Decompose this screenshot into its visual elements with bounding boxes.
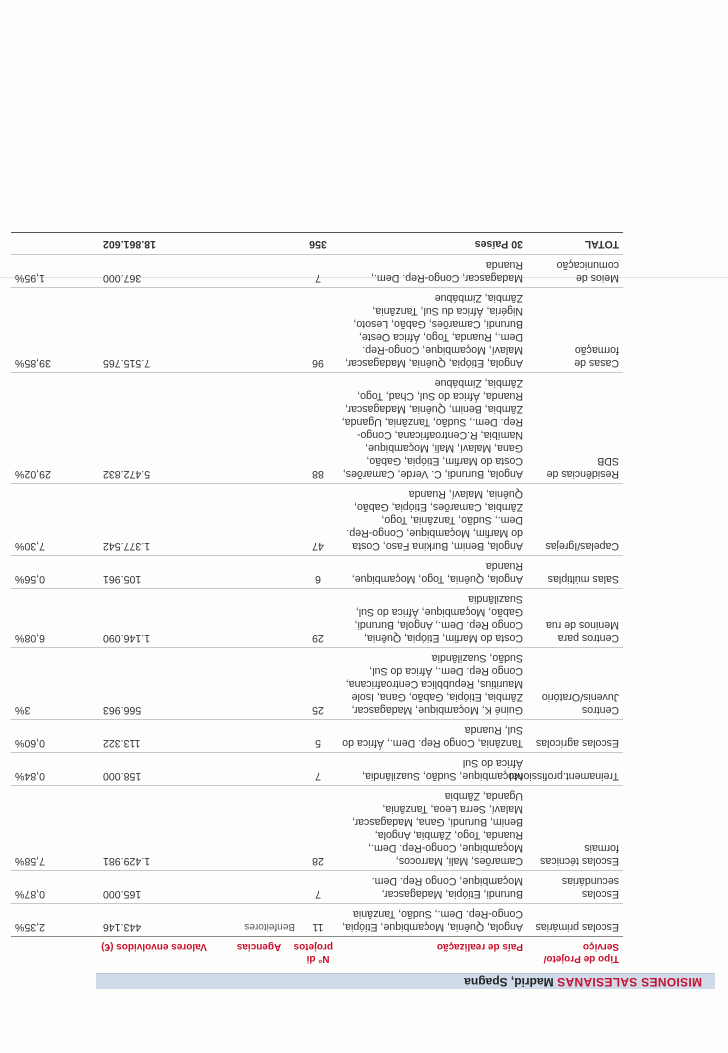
- value-cell: 105.961: [89, 556, 219, 589]
- agency-cell: [219, 484, 299, 556]
- total-countries: 30 Países: [337, 233, 527, 255]
- countries-cell: Moçambique, Sudão, Suazilândia, África do Sul: [337, 753, 527, 786]
- countries-cell: Angola, Quênia, Togo, Moçambique, Ruanda: [337, 556, 527, 589]
- countries-cell: Camarões, Mali, Marrocos, Moçambique, Congo-Rep. Dem., Ruanda, Togo, Zâmbia, Angola, Benim, Burundi, Gana, Madagascar, Malaví, Serra Leoa, Tanzânia, Uganda, Zâmbia: [337, 786, 527, 871]
- project-type-cell: Escolas secundárias: [527, 871, 623, 904]
- project-type-cell: Meios de comunicação: [527, 255, 623, 288]
- value-cell: 1.377.542: [89, 484, 219, 556]
- value-cell: 113.322: [89, 720, 219, 753]
- table-row: [11, 255, 623, 288]
- percentage-cell: 0,87%: [11, 871, 89, 904]
- project-count-cell: 7: [299, 753, 337, 786]
- table-row: [11, 786, 623, 871]
- table-row: [11, 373, 623, 484]
- table-row: [11, 556, 623, 589]
- project-count-cell: 47: [299, 484, 337, 556]
- percentage-cell: 7,58%: [11, 786, 89, 871]
- total-project-count: 356: [299, 233, 337, 255]
- project-count-cell: 7: [299, 255, 337, 288]
- agency-cell: [219, 786, 299, 871]
- project-type-cell: Capelas/Igrejas: [527, 484, 623, 556]
- project-type-cell: Casas de formação: [527, 288, 623, 373]
- countries-cell: Tanzânia, Congo Rep. Dem., África do Sul, Ruanda: [337, 720, 527, 753]
- value-cell: 443.146: [89, 904, 219, 937]
- value-cell: 1.429.981: [89, 786, 219, 871]
- agency-cell: Benfeitores: [219, 904, 299, 937]
- countries-cell: Costa do Marfim, Etiópia, Quênia, Congo Rep. Dem., Angola, Burundi, Gabão, Moçambique, África do Sul, Suazilândia: [337, 589, 527, 648]
- project-count-cell: 88: [299, 373, 337, 484]
- countries-cell: Guiné K, Moçambique, Madagascar, Zâmbia, Etiópia, Gabão, Gana, Isole Mauritius, Repubblica Centroafricana, Congo Rep. Dem., África do Sul, Sudão, Suazilândia: [337, 648, 527, 720]
- agency-cell: [219, 648, 299, 720]
- table-row: [11, 648, 623, 720]
- percentage-cell: 6,08%: [11, 589, 89, 648]
- agency-cell: [219, 753, 299, 786]
- project-type-cell: Residências de SDB: [527, 373, 623, 484]
- project-type-cell: Escolas primárias: [527, 904, 623, 937]
- value-cell: 5.472.832: [89, 373, 219, 484]
- countries-cell: Angola, Etiópia, Quênia, Madagascar, Malaví, Moçambique, Congo-Rep. Dem., Ruanda, Togo, África Oeste, Burundi, Camarões, Gabão, Lesoto, Nigéria, África du Sul, Tanzânia, Zâmbia, Zimbábue: [337, 288, 527, 373]
- table-row: [11, 753, 623, 786]
- project-type-cell: Escolas agrícolas: [527, 720, 623, 753]
- table-row: [11, 288, 623, 373]
- agency-cell: [219, 871, 299, 904]
- total-percentage-blank: [11, 233, 89, 255]
- total-value: 18.861.602: [89, 233, 219, 255]
- total-label: TOTAL: [527, 233, 623, 255]
- percentage-cell: 2,35%: [11, 904, 89, 937]
- project-type-cell: Centros Juvenis/Oratório: [527, 648, 623, 720]
- project-count-cell: 25: [299, 648, 337, 720]
- project-type-cell: Treinament.profissional: [527, 753, 623, 786]
- percentage-cell: 1,95%: [11, 255, 89, 288]
- project-count-cell: 6: [299, 556, 337, 589]
- percentage-cell: 7,30%: [11, 484, 89, 556]
- countries-cell: Burundi, Etiópia, Madagascar, Moçambique, Congo Rep. Dem.: [337, 871, 527, 904]
- table-row: [11, 720, 623, 753]
- project-count-cell: 29: [299, 589, 337, 648]
- table-header-row: [11, 937, 623, 968]
- project-type-cell: Centros para Meninos de rua: [527, 589, 623, 648]
- countries-cell: Angola, Burundi, C. Verde, Camarões, Costa do Marfim, Etiópia, Gabão, Gana, Malaví, Mali, Moçambique, Namíbia, R.Centroafricana, Congo-Rep. Dem., Sudão, Tanzânia, Uganda, Zâmbia, Benim, Quênia, Madagascar, Ruanda, África do Sul, Chad, Togo, Zâmbia, Zimbábue: [337, 373, 527, 484]
- value-cell: 367.000: [89, 255, 219, 288]
- agency-cell: [219, 255, 299, 288]
- countries-cell: Angola, Quênia, Moçambique, Etiópia, Congo-Rep. Dem., Sudão, Tanzânia: [337, 904, 527, 937]
- table-row: [11, 589, 623, 648]
- table-row: [11, 871, 623, 904]
- value-cell: 7.515.765: [89, 288, 219, 373]
- value-cell: 165.000: [89, 871, 219, 904]
- banner-location: Madrid, Spagna: [464, 975, 554, 989]
- value-cell: 158.000: [89, 753, 219, 786]
- header-project-count: N° di projetos: [299, 937, 337, 968]
- project-count-cell: 7: [299, 871, 337, 904]
- header-percentage: [11, 937, 89, 968]
- table-row: [11, 904, 623, 937]
- projects-table: [11, 232, 623, 967]
- project-count-cell: 96: [299, 288, 337, 373]
- percentage-cell: 29,02%: [11, 373, 89, 484]
- header-banner: [96, 973, 715, 989]
- value-cell: 1.146.090: [89, 589, 219, 648]
- value-cell: 566.963: [89, 648, 219, 720]
- project-type-cell: Salas múltiplas: [527, 556, 623, 589]
- total-agency-blank: [219, 233, 299, 255]
- percentage-cell: 0,84%: [11, 753, 89, 786]
- header-project-type: Tipo de Projeto/ Serviço: [527, 937, 623, 968]
- percentage-cell: 0,56%: [11, 556, 89, 589]
- header-countries: País de realização: [337, 937, 527, 968]
- percentage-cell: 39,85%: [11, 288, 89, 373]
- project-count-cell: 5: [299, 720, 337, 753]
- project-count-cell: 11: [299, 904, 337, 937]
- agency-cell: [219, 373, 299, 484]
- percentage-cell: 0,60%: [11, 720, 89, 753]
- total-row: [11, 233, 623, 255]
- countries-cell: Angola, Benim, Burkina Faso, Costa do Marfim, Moçambique, Congo-Rep. Dem., Sudão, Tanzânia, Togo, Zâmbia, Camarões, Etiópia, Gabão, Quênia, Malaví, Ruanda: [337, 484, 527, 556]
- header-agencies: Agencias: [219, 937, 299, 968]
- project-type-cell: Escolas técnicas formais: [527, 786, 623, 871]
- percentage-cell: 3%: [11, 648, 89, 720]
- agency-cell: [219, 720, 299, 753]
- table-row: [11, 484, 623, 556]
- banner-organization: MISIONES SALESIANAS: [556, 975, 702, 989]
- header-value: Valores envolvidos (€): [89, 937, 219, 968]
- agency-cell: [219, 589, 299, 648]
- agency-cell: [219, 288, 299, 373]
- project-count-cell: 28: [299, 786, 337, 871]
- countries-cell: Madagascar, Congo-Rep. Dem., Ruanda: [337, 255, 527, 288]
- agency-cell: [219, 556, 299, 589]
